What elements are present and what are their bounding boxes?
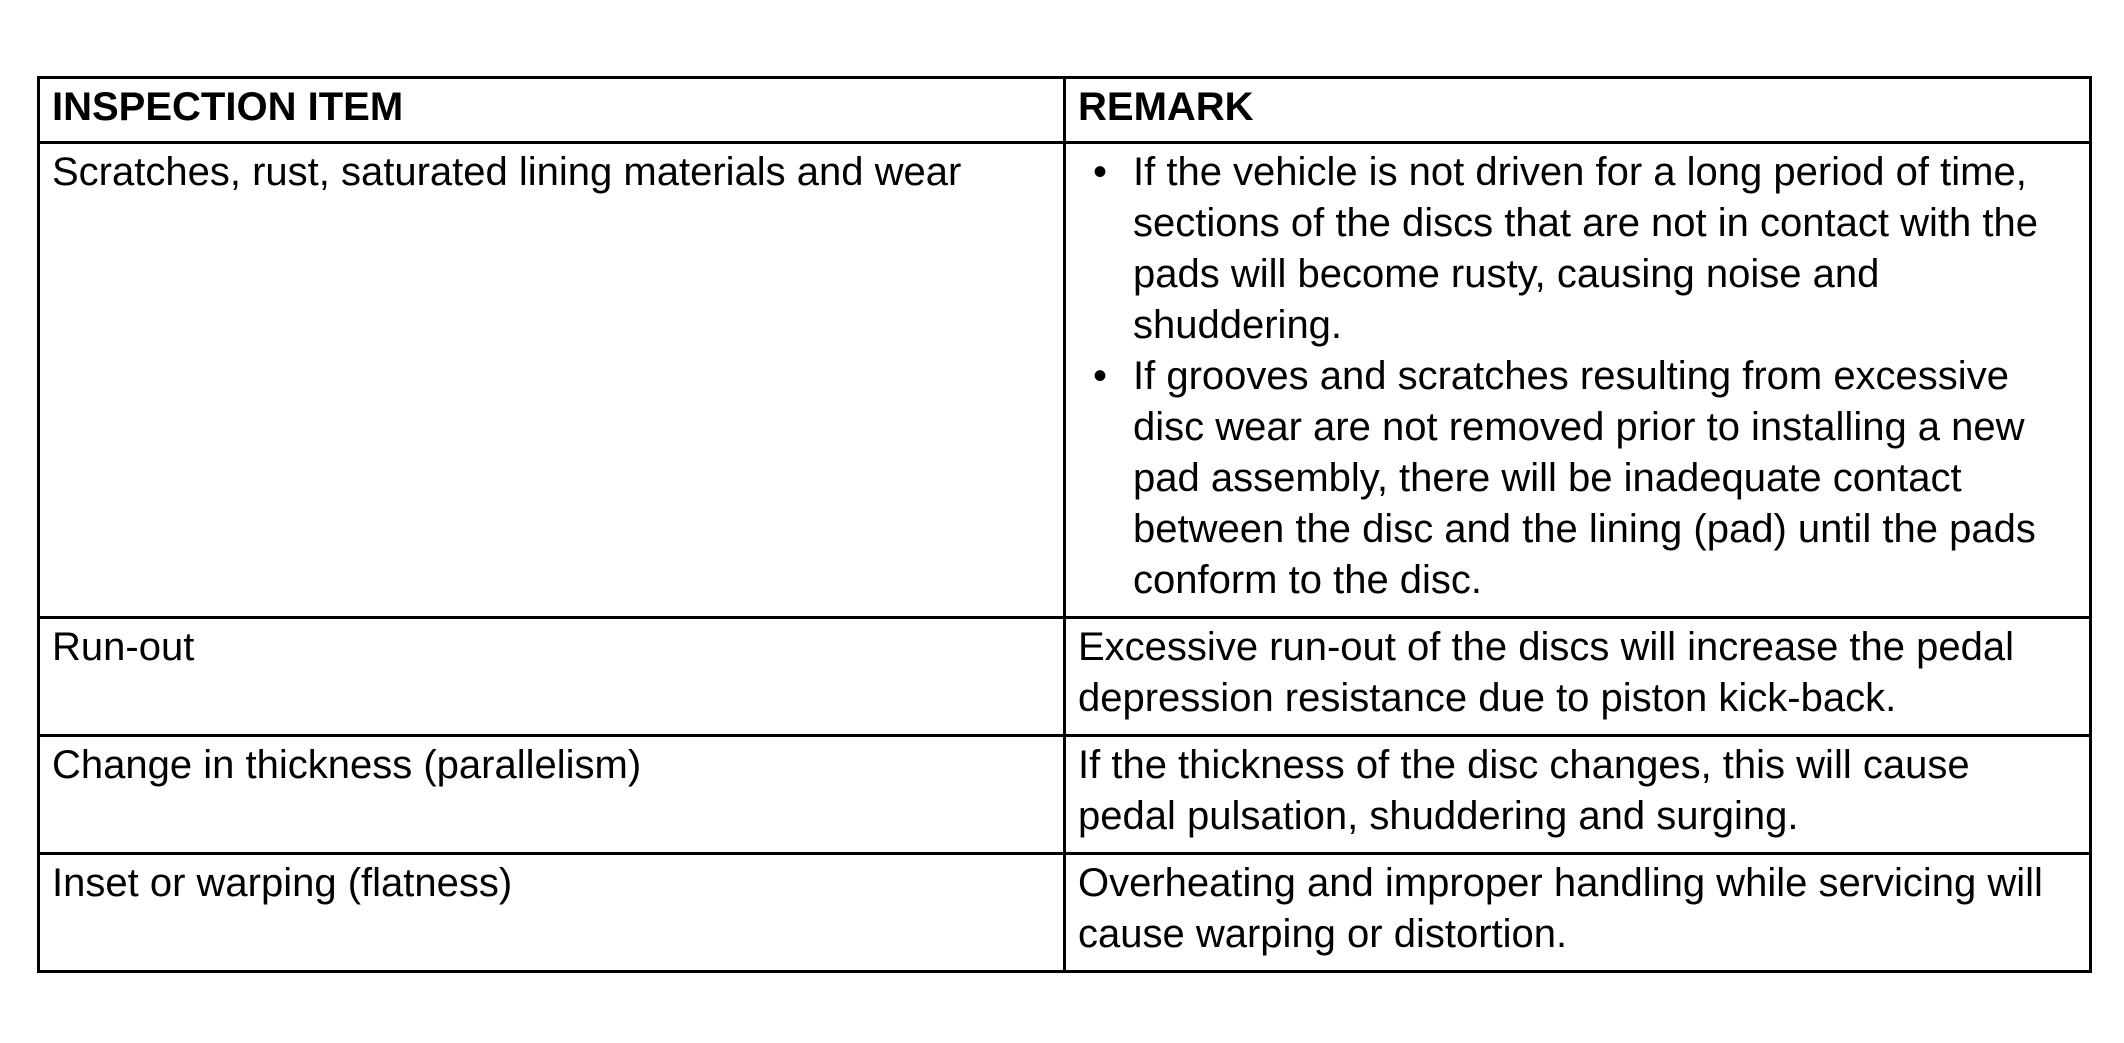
remark-cell: If the thickness of the disc changes, this will cause pedal pulsation, shuddering and surging.: [1065, 736, 2091, 854]
table-row: [39, 736, 2091, 854]
header-remark: REMARK: [1065, 78, 2091, 143]
remark-bullet-text: If grooves and scratches resulting from excessive disc wear are not removed prior to installing a new pad assembly, there will be inadequate contact between the disc and the lining (pad) until the pads conform to the disc.: [1133, 354, 2036, 602]
inspection-table: [37, 76, 2092, 973]
bullet-icon: •: [1093, 354, 1108, 398]
remark-bullet-list: [1078, 147, 2077, 606]
table-row: [39, 854, 2091, 972]
remark-bullet-item: [1093, 351, 2077, 606]
inspection-item-cell: Run-out: [39, 618, 1065, 736]
table-header-row: [39, 78, 2091, 143]
table-row: [39, 618, 2091, 736]
remark-bullet-text: If the vehicle is not driven for a long period of time, sections of the discs that are not in contact with the pads will become rusty, causing noise and shuddering.: [1133, 150, 2038, 347]
inspection-item-cell: Inset or warping (flatness): [39, 854, 1065, 972]
header-inspection-item: INSPECTION ITEM: [39, 78, 1065, 143]
remark-cell: [1065, 143, 2091, 618]
inspection-item-cell: Scratches, rust, saturated lining materials and wear: [39, 143, 1065, 618]
remark-cell: Overheating and improper handling while servicing will cause warping or distortion.: [1065, 854, 2091, 972]
bullet-icon: •: [1093, 150, 1108, 194]
remark-bullet-item: [1093, 147, 2077, 351]
remark-cell: Excessive run-out of the discs will increase the pedal depression resistance due to piston kick-back.: [1065, 618, 2091, 736]
table-row: [39, 143, 2091, 618]
inspection-item-cell: Change in thickness (parallelism): [39, 736, 1065, 854]
